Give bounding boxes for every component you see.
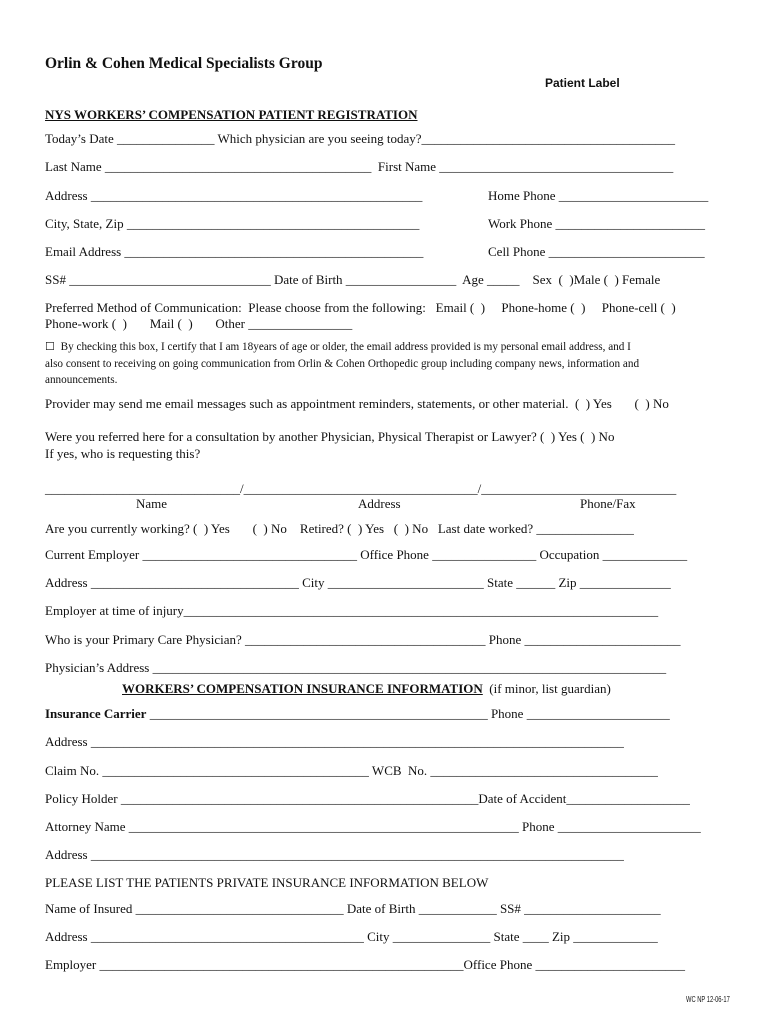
working-status-row[interactable]: Are you currently working? ( ) Yes ( ) No Retired? ( ) Yes ( ) No Last date worked? _______________ [45,521,634,536]
consent-text-3: announcements. [45,374,118,386]
referral-followup: If yes, who is requesting this? [45,446,201,461]
wc-insurance-title: WORKERS’ COMPENSATION INSURANCE INFORMATION [122,681,483,696]
address-field[interactable]: Address ___________________________________________________ [45,188,423,203]
physician-address-field[interactable]: Physician’s Address _______________________________________________________________________________ [45,660,667,675]
provider-email-consent[interactable]: Provider may send me email messages such as appointment reminders, statements, or other material. ( ) Yes ( ) No [45,396,669,411]
insurance-carrier-fields[interactable]: ____________________________________________________ Phone ______________________ [146,706,670,721]
employer-address-row[interactable]: Address ________________________________ City ________________________ State ______ Zip ______________ [45,575,671,590]
attorney-address-field[interactable]: Address __________________________________________________________________________________ [45,847,624,862]
consent-checkbox-text[interactable]: ☐ By checking this box, I certify that I am 18years of age or older, the email address provided is my personal email address, and I [45,341,631,353]
consent-text-2: also consent to receiving on going communication from Orlin & Cohen Orthopedic group including company news, information and [45,358,640,370]
referral-col-name: Name [136,496,168,511]
preferred-communication-row[interactable]: Preferred Method of Communication: Please choose from the following: Email ( ) Phone-home ( ) Phone-cell ( ) [45,300,676,315]
wc-insurance-note: (if minor, list guardian) [482,681,611,696]
form-code: WC NP 12-06-17 [686,995,730,1004]
todays-date-row[interactable]: Today’s Date _______________ Which physician are you seeing today?_______________________________________ [45,131,675,146]
wc-insurance-heading [122,681,611,696]
private-insurance-heading: PLEASE LIST THE PATIENTS PRIVATE INSURANCE INFORMATION BELOW [45,875,489,890]
primary-care-physician-row[interactable]: Who is your Primary Care Physician? _____________________________________ Phone ________________________ [45,632,681,647]
home-phone-field[interactable]: Home Phone _______________________ [488,188,709,203]
employer-row[interactable]: Current Employer _________________________________ Office Phone ________________ Occupation _____________ [45,547,688,562]
private-employer-row[interactable]: Employer ________________________________________________________Office Phone _______________________ [45,957,685,972]
insurance-carrier-row[interactable] [45,706,670,721]
form-title: NYS WORKERS’ COMPENSATION PATIENT REGISTRATION [45,107,418,122]
city-state-zip-field[interactable]: City, State, Zip _____________________________________________ [45,216,420,231]
work-phone-field[interactable]: Work Phone _______________________ [488,216,706,231]
preferred-communication-row-2[interactable]: Phone-work ( ) Mail ( ) Other ________________ [45,316,353,331]
policy-holder-row[interactable]: Policy Holder _______________________________________________________Date of Accident___________________ [45,791,690,806]
attorney-row[interactable]: Attorney Name ____________________________________________________________ Phone ______________________ [45,819,701,834]
referral-col-phone: Phone/Fax [580,496,636,511]
claim-wcb-row[interactable]: Claim No. _________________________________________ WCB No. ___________________________________ [45,763,658,778]
referral-question[interactable]: Were you referred here for a consultation by another Physician, Physical Therapist or Lawyer? ( ) Yes ( ) No [45,429,615,444]
name-row[interactable]: Last Name _________________________________________ First Name ____________________________________ [45,159,674,174]
private-address-row[interactable]: Address __________________________________________ City _______________ State ____ Zip _____________ [45,929,658,944]
patient-label: Patient Label [545,76,620,90]
cell-phone-field[interactable]: Cell Phone ________________________ [488,244,705,259]
employer-at-injury-field[interactable]: Employer at time of injury_________________________________________________________________________ [45,603,659,618]
ss-dob-age-sex-row[interactable]: SS# _______________________________ Date of Birth _________________ Age _____ Sex ( )Male ( ) Female [45,272,661,287]
org-name: Orlin & Cohen Medical Specialists Group [45,55,323,72]
referral-entry-line[interactable]: ______________________________/____________________________________/______________________________ [45,481,677,496]
email-field[interactable]: Email Address ______________________________________________ [45,244,424,259]
insured-row[interactable]: Name of Insured ________________________________ Date of Birth ____________ SS# _____________________ [45,901,661,916]
referral-col-address: Address [358,496,401,511]
insurance-carrier-label: Insurance Carrier [45,706,147,721]
insurance-address-field[interactable]: Address __________________________________________________________________________________ [45,734,624,749]
